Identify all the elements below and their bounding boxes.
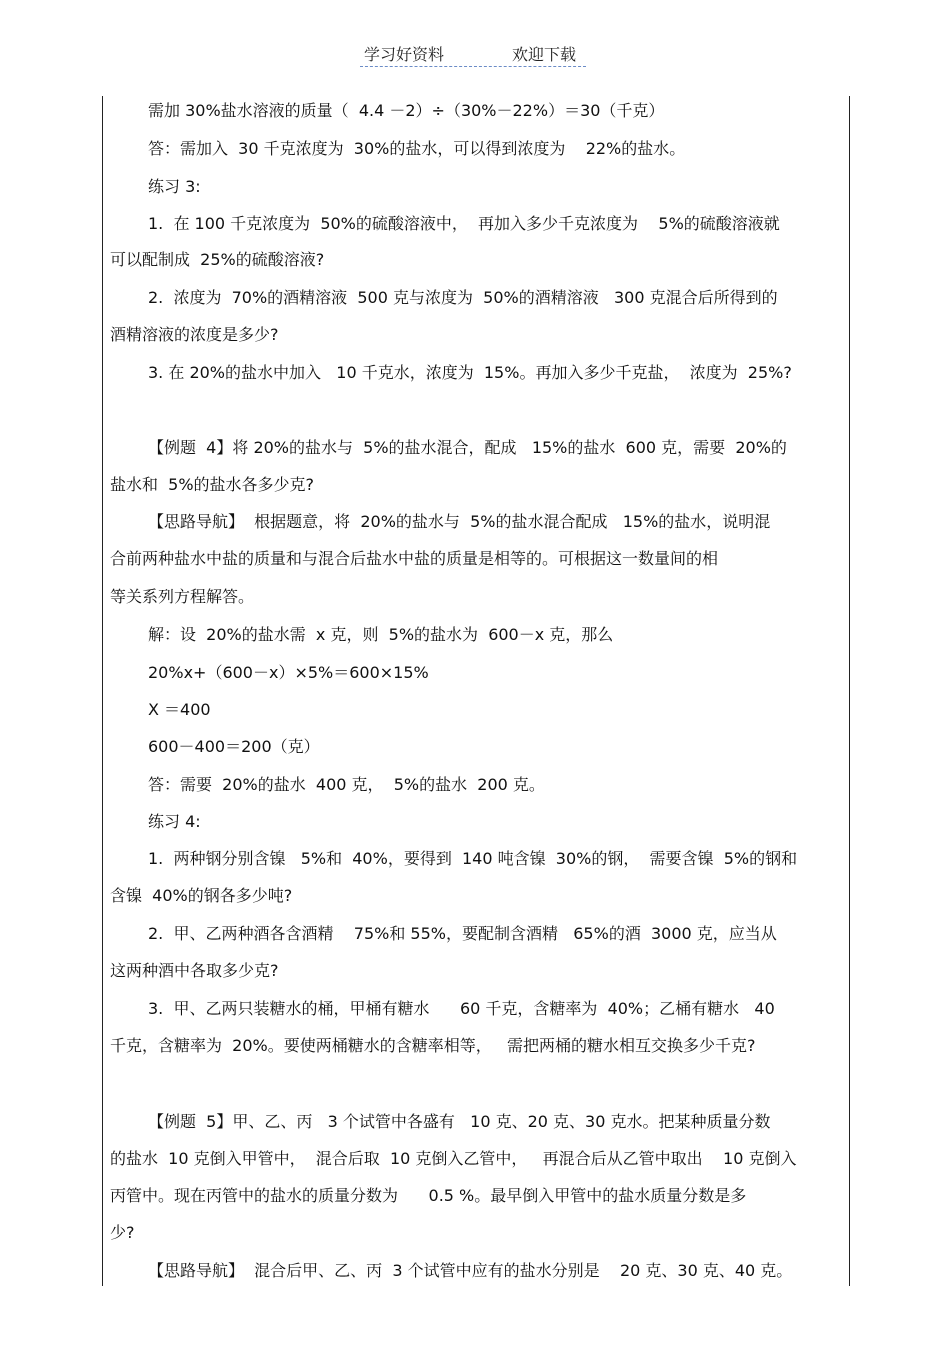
text-line: 需加 30%盐水溶液的质量（ 4.4 －2）÷（30%－22%）＝30（千克） xyxy=(148,101,665,120)
text-line: 答：需要 20%的盐水 400 克， 5%的盐水 200 克。 xyxy=(148,775,545,794)
text-line: 1. 在 100 千克浓度为 50%的硫酸溶液中， 再加入多少千克浓度为 5%的硫酸溶液就 xyxy=(148,214,780,233)
text-line: 3. 在 20%的盐水中加入 10 千克水，浓度为 15%。再加入多少千克盐， 浓度为 25%? xyxy=(148,363,792,382)
text-line: 盐水和 5%的盐水各多少克? xyxy=(110,475,315,494)
text-line: 酒精溶液的浓度是多少? xyxy=(110,325,279,344)
header-right-text: 欢迎下载 xyxy=(512,45,577,64)
text-line: 2. 甲、乙两种酒各含酒精 75%和 55%，要配制含酒精 65%的酒 3000 克，应当从 xyxy=(148,924,777,943)
text-line: 3. 甲、乙两只装糖水的桶，甲桶有糖水 60 千克，含糖率为 40%；乙桶有糖水 40 xyxy=(148,999,775,1018)
text-line: 这两种酒中各取多少克? xyxy=(110,961,279,980)
text-line: 解：设 20%的盐水需 x 克，则 5%的盐水为 600－x 克，那么 xyxy=(148,625,614,644)
exercise-heading: 练习 4: xyxy=(148,812,201,831)
page-header xyxy=(360,40,586,67)
equation-line: X ＝400 xyxy=(148,700,211,719)
text-line: 2. 浓度为 70%的酒精溶液 500 克与浓度为 50%的酒精溶液 300 克混合后所得到的 xyxy=(148,288,778,307)
exercise-heading: 练习 3: xyxy=(148,177,201,196)
text-line: 可以配制成 25%的硫酸溶液? xyxy=(110,250,325,269)
text-line: 少? xyxy=(110,1223,135,1242)
text-line: 合前两种盐水中盐的质量和与混合后盐水中盐的质量是相等的。可根据这一数量间的相 xyxy=(110,549,719,568)
text-line: 答：需加入 30 千克浓度为 30%的盐水，可以得到浓度为 22%的盐水。 xyxy=(148,139,686,158)
text-line: 丙管中。现在丙管中的盐水的质量分数为 0.5 %。最早倒入甲管中的盐水质量分数是多 xyxy=(110,1186,747,1205)
header-left-text: 学习好资料 xyxy=(364,45,445,64)
text-line: 1. 两种钢分别含镍 5%和 40%，要得到 140 吨含镍 30%的钢， 需要含镍 5%的钢和 xyxy=(148,849,798,868)
text-line: 【思路导航】 混合后甲、乙、丙 3 个试管中应有的盐水分别是 20 克、30 克、40 克。 xyxy=(148,1261,793,1280)
text-line: 【思路导航】 根据题意，将 20%的盐水与 5%的盐水混合配成 15%的盐水，说明混 xyxy=(148,512,771,531)
equation-line: 600－400＝200（克） xyxy=(148,737,320,756)
text-line: 含镍 40%的钢各多少吨? xyxy=(110,886,293,905)
content-frame xyxy=(102,96,850,1286)
text-line: 的盐水 10 克倒入甲管中， 混合后取 10 克倒入乙管中， 再混合后从乙管中取出 10 克倒入 xyxy=(110,1149,797,1168)
text-line: 千克，含糖率为 20%。要使两桶糖水的含糖率相等， 需把两桶的糖水相互交换多少千克? xyxy=(110,1036,756,1055)
equation-line: 20%x+（600－x）×5%＝600×15% xyxy=(148,663,429,682)
text-line: 等关系列方程解答。 xyxy=(110,587,255,606)
example-heading: 【例题 5】甲、乙、丙 3 个试管中各盛有 10 克、20 克、30 克水。把某种质量分数 xyxy=(148,1112,771,1131)
example-heading: 【例题 4】将 20%的盐水与 5%的盐水混合，配成 15%的盐水 600 克，需要 20%的 xyxy=(148,438,787,457)
